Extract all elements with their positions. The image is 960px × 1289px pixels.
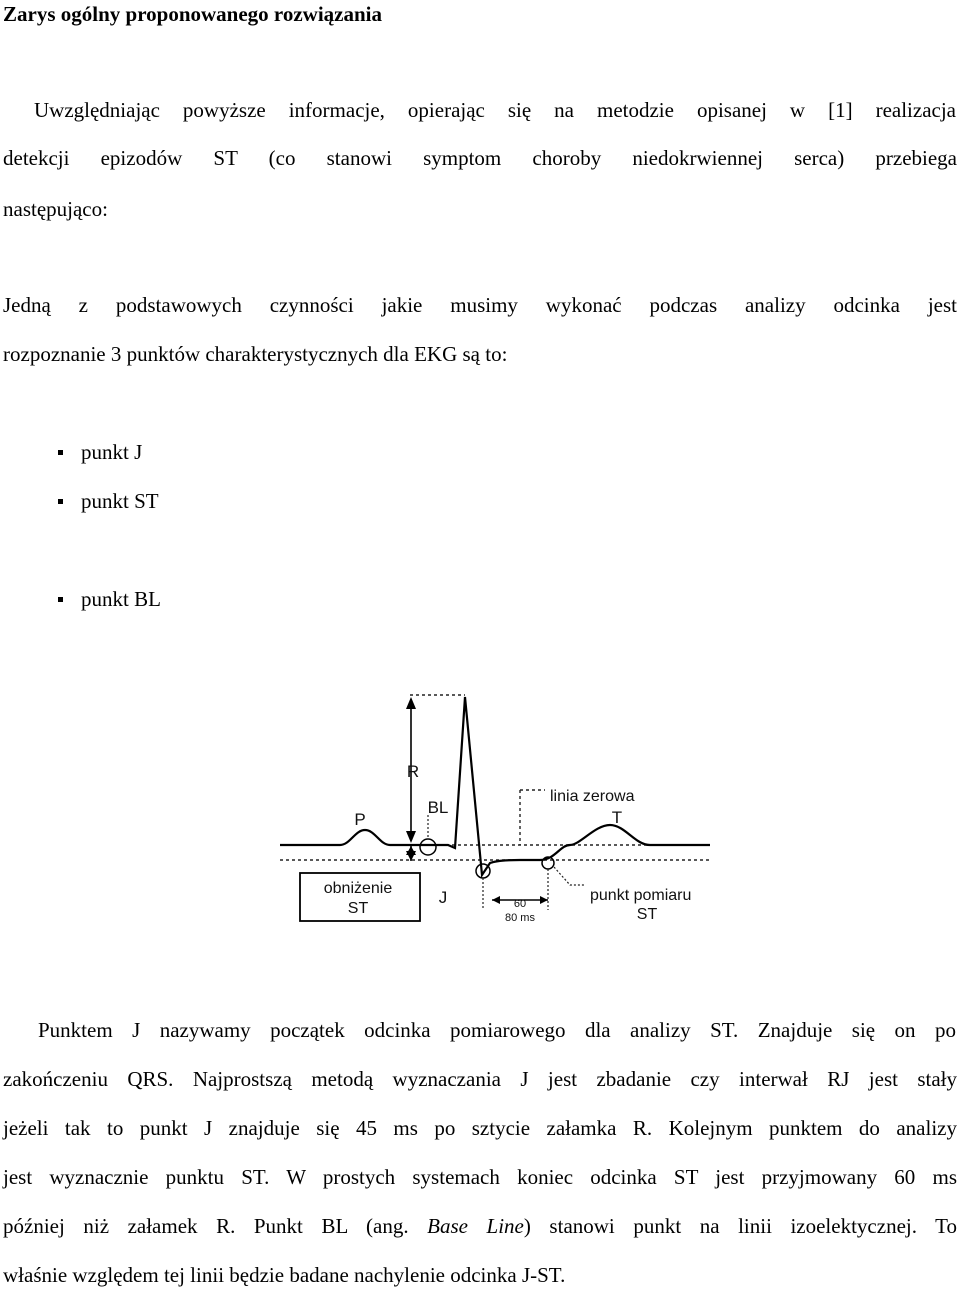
desc-line-4: jest wyznacznie punktu ST. W prostych systemach koniec odcinka ST jest przyjmowany 60 ms bbox=[3, 1165, 957, 1189]
desc-line-3: jeżeli tak to punkt J znajduje się 45 ms po sztycie załamka R. Kolejnym punktem do analizy bbox=[3, 1116, 957, 1140]
bullet-square-icon bbox=[58, 450, 63, 455]
desc-line-2: zakończeniu QRS. Najprostszą metodą wyznaczania J jest zbadanie czy interwał RJ jest stały bbox=[3, 1067, 957, 1091]
label-interval-2: 80 ms bbox=[505, 912, 535, 924]
interval-arrow-left-icon bbox=[492, 896, 500, 904]
label-t: T bbox=[611, 808, 623, 827]
points-intro-line-1: Jedną z podstawowych czynności jakie musimy wykonać podczas analizy odcinka jest bbox=[3, 293, 957, 317]
desc-line-5-end: ) stanowi punkt na linii izoelektycznej. To bbox=[523, 1214, 958, 1238]
intro-line-1: Uwzględniając powyższe informacje, opierając się na metodzie opisanej w [1] realizacja bbox=[34, 98, 956, 122]
bullet-label: punkt ST bbox=[81, 489, 159, 513]
label-j: J bbox=[438, 888, 448, 907]
section-heading: Zarys ogólny proponowanego rozwiązania bbox=[3, 2, 383, 26]
points-intro-line-2: rozpoznanie 3 punktów charakterystycznych dla EKG są to: bbox=[3, 342, 508, 366]
desc-line-5 bbox=[3, 1212, 957, 1240]
measure-leader-line bbox=[554, 867, 585, 885]
label-measure-2: ST bbox=[636, 906, 658, 923]
bullet-label: punkt J bbox=[81, 440, 143, 464]
label-depression-1: obniżenie bbox=[323, 880, 393, 897]
bullet-label: punkt BL bbox=[81, 587, 161, 611]
j-point-marker bbox=[476, 864, 490, 878]
desc-base-line-term: Base Line bbox=[427, 1214, 524, 1238]
bl-point-marker bbox=[420, 839, 436, 855]
bullet-square-icon bbox=[58, 597, 63, 602]
bullet-item-bl bbox=[58, 585, 161, 613]
ecg-waveform bbox=[280, 697, 710, 875]
label-r: R bbox=[406, 762, 420, 781]
interval-arrow-right-icon bbox=[540, 896, 548, 904]
desc-line-5-start: później niż załamek R. Punkt BL (ang. bbox=[3, 1214, 428, 1238]
bullet-square-icon bbox=[58, 499, 63, 504]
desc-line-6: właśnie względem tej linii będzie badane nachylenie odcinka J-ST. bbox=[3, 1263, 566, 1287]
r-arrow-head-bottom-icon bbox=[406, 831, 416, 843]
r-arrow-head-top-icon bbox=[406, 697, 416, 709]
bullet-item-j bbox=[58, 438, 142, 466]
label-depression-2: ST bbox=[347, 900, 369, 917]
intro-line-2: detekcji epizodów ST (co stanowi symptom choroby niedokrwiennej serca) przebiega bbox=[3, 146, 957, 170]
bullet-item-st bbox=[58, 487, 159, 515]
label-interval-1: 60 bbox=[513, 898, 527, 910]
label-p: P bbox=[354, 810, 366, 829]
ecg-diagram bbox=[270, 685, 720, 935]
intro-line-3: następująco: bbox=[3, 197, 108, 221]
desc-line-1: Punktem J nazywamy początek odcinka pomiarowego dla analizy ST. Znajduje się on po bbox=[38, 1018, 956, 1042]
label-measure-1: punkt pomiaru bbox=[590, 887, 692, 904]
label-bl: BL bbox=[427, 798, 449, 817]
label-baseline: linia zerowa bbox=[550, 788, 635, 805]
